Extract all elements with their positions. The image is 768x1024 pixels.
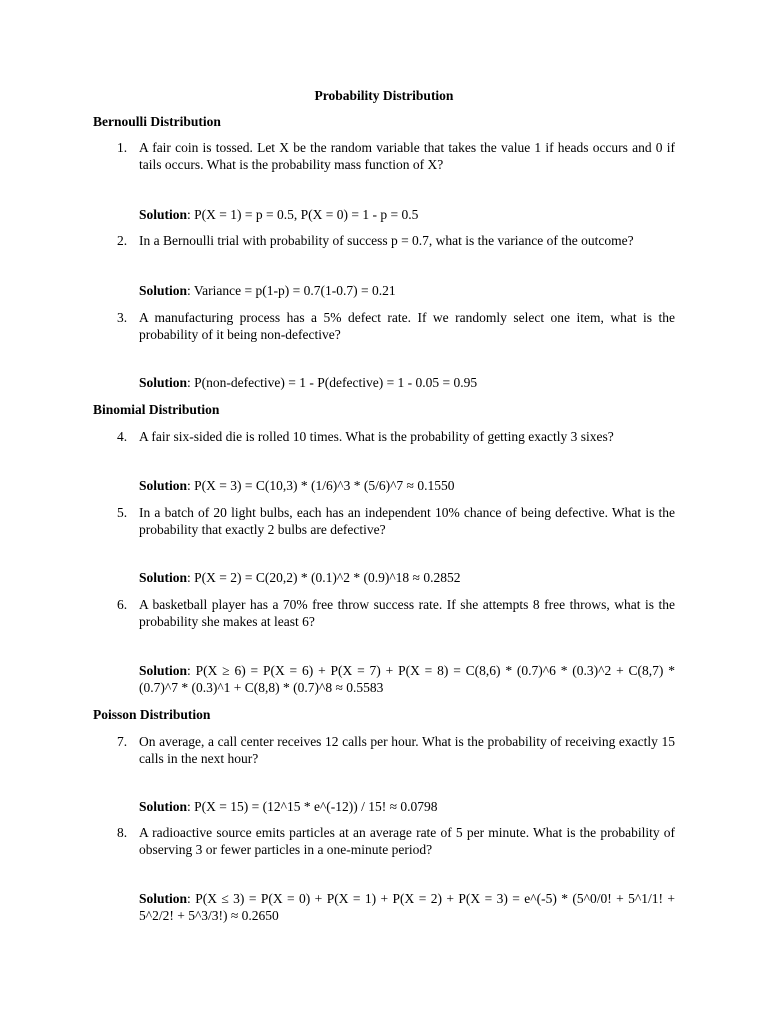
question-6 — [117, 596, 675, 630]
question-text: A fair six-sided die is rolled 10 times. What is the probability of getting exactly 3 sixes? — [139, 429, 614, 444]
section-heading-bernoulli: Bernoulli Distribution — [93, 114, 221, 129]
question-4 — [117, 428, 675, 445]
question-text: A manufacturing process has a 5% defect rate. If we randomly select one item, what is the probability of it being non-defective? — [139, 310, 675, 342]
solution-text: : P(X = 15) = (12^15 * e^(-12)) / 15! ≈ 0.0798 — [187, 799, 438, 814]
question-8 — [117, 824, 675, 858]
page-title: Probability Distribution — [314, 88, 454, 103]
question-number: 1. — [117, 140, 128, 155]
solution-3 — [139, 374, 675, 391]
solution-4 — [139, 477, 675, 494]
question-number: 5. — [117, 505, 128, 520]
solution-6 — [139, 662, 675, 696]
question-text: In a batch of 20 light bulbs, each has an independent 10% chance of being defective. What is the probability that exactly 2 bulbs are defective? — [139, 505, 675, 537]
question-number: 6. — [117, 597, 128, 612]
question-text: A basketball player has a 70% free throw success rate. If she attempts 8 free throws, what is the probability she makes at least 6? — [139, 597, 675, 629]
solution-text: : P(X = 1) = p = 0.5, P(X = 0) = 1 - p = 0.5 — [187, 207, 419, 222]
question-text: In a Bernoulli trial with probability of success p = 0.7, what is the variance of the outcome? — [139, 233, 634, 248]
solution-2 — [139, 282, 675, 299]
section-heading-poisson: Poisson Distribution — [93, 707, 211, 722]
solution-1 — [139, 206, 675, 223]
solution-text: : P(X ≤ 3) = P(X = 0) + P(X = 1) + P(X = 2) + P(X = 3) = e^(-5) * (5^0/0! + 5^1/1! + 5^2/2! + 5^3/3!) ≈ 0.2650 — [139, 891, 675, 923]
question-3 — [117, 309, 675, 343]
solution-8 — [139, 890, 675, 924]
solution-text: : P(X = 3) = C(10,3) * (1/6)^3 * (5/6)^7 ≈ 0.1550 — [187, 478, 455, 493]
question-1 — [117, 139, 675, 173]
question-text: On average, a call center receives 12 calls per hour. What is the probability of receiving exactly 15 calls in the next hour? — [139, 734, 675, 766]
solution-label: Solution — [139, 283, 188, 298]
solution-label: Solution — [139, 478, 188, 493]
section-heading-binomial: Binomial Distribution — [93, 402, 220, 417]
solution-label: Solution — [139, 375, 188, 390]
solution-label: Solution — [139, 891, 188, 906]
solution-label: Solution — [139, 799, 188, 814]
solution-text: : Variance = p(1-p) = 0.7(1-0.7) = 0.21 — [187, 283, 396, 298]
solution-label: Solution — [139, 570, 188, 585]
question-number: 4. — [117, 429, 128, 444]
question-number: 7. — [117, 734, 128, 749]
question-5 — [117, 504, 675, 538]
solution-7 — [139, 798, 675, 815]
question-number: 8. — [117, 825, 128, 840]
question-number: 2. — [117, 233, 128, 248]
question-2 — [117, 232, 675, 249]
solution-text: : P(X = 2) = C(20,2) * (0.1)^2 * (0.9)^18 ≈ 0.2852 — [187, 570, 461, 585]
question-text: A radioactive source emits particles at an average rate of 5 per minute. What is the probability of observing 3 or fewer particles in a one-minute period? — [139, 825, 675, 857]
solution-label: Solution — [139, 663, 188, 678]
question-number: 3. — [117, 310, 128, 325]
solution-label: Solution — [139, 207, 188, 222]
solution-text: : P(non-defective) = 1 - P(defective) = 1 - 0.05 = 0.95 — [187, 375, 478, 390]
question-7 — [117, 733, 675, 767]
solution-5 — [139, 569, 675, 586]
solution-text: : P(X ≥ 6) = P(X = 6) + P(X = 7) + P(X = 8) = C(8,6) * (0.7)^6 * (0.3)^2 + C(8,7) * (0.7)^7 * (0.3)^1 + C(8,8) * (0.7)^8 ≈ 0.5583 — [139, 663, 675, 695]
question-text: A fair coin is tossed. Let X be the random variable that takes the value 1 if heads occurs and 0 if tails occurs. What is the probability mass function of X? — [139, 140, 675, 172]
